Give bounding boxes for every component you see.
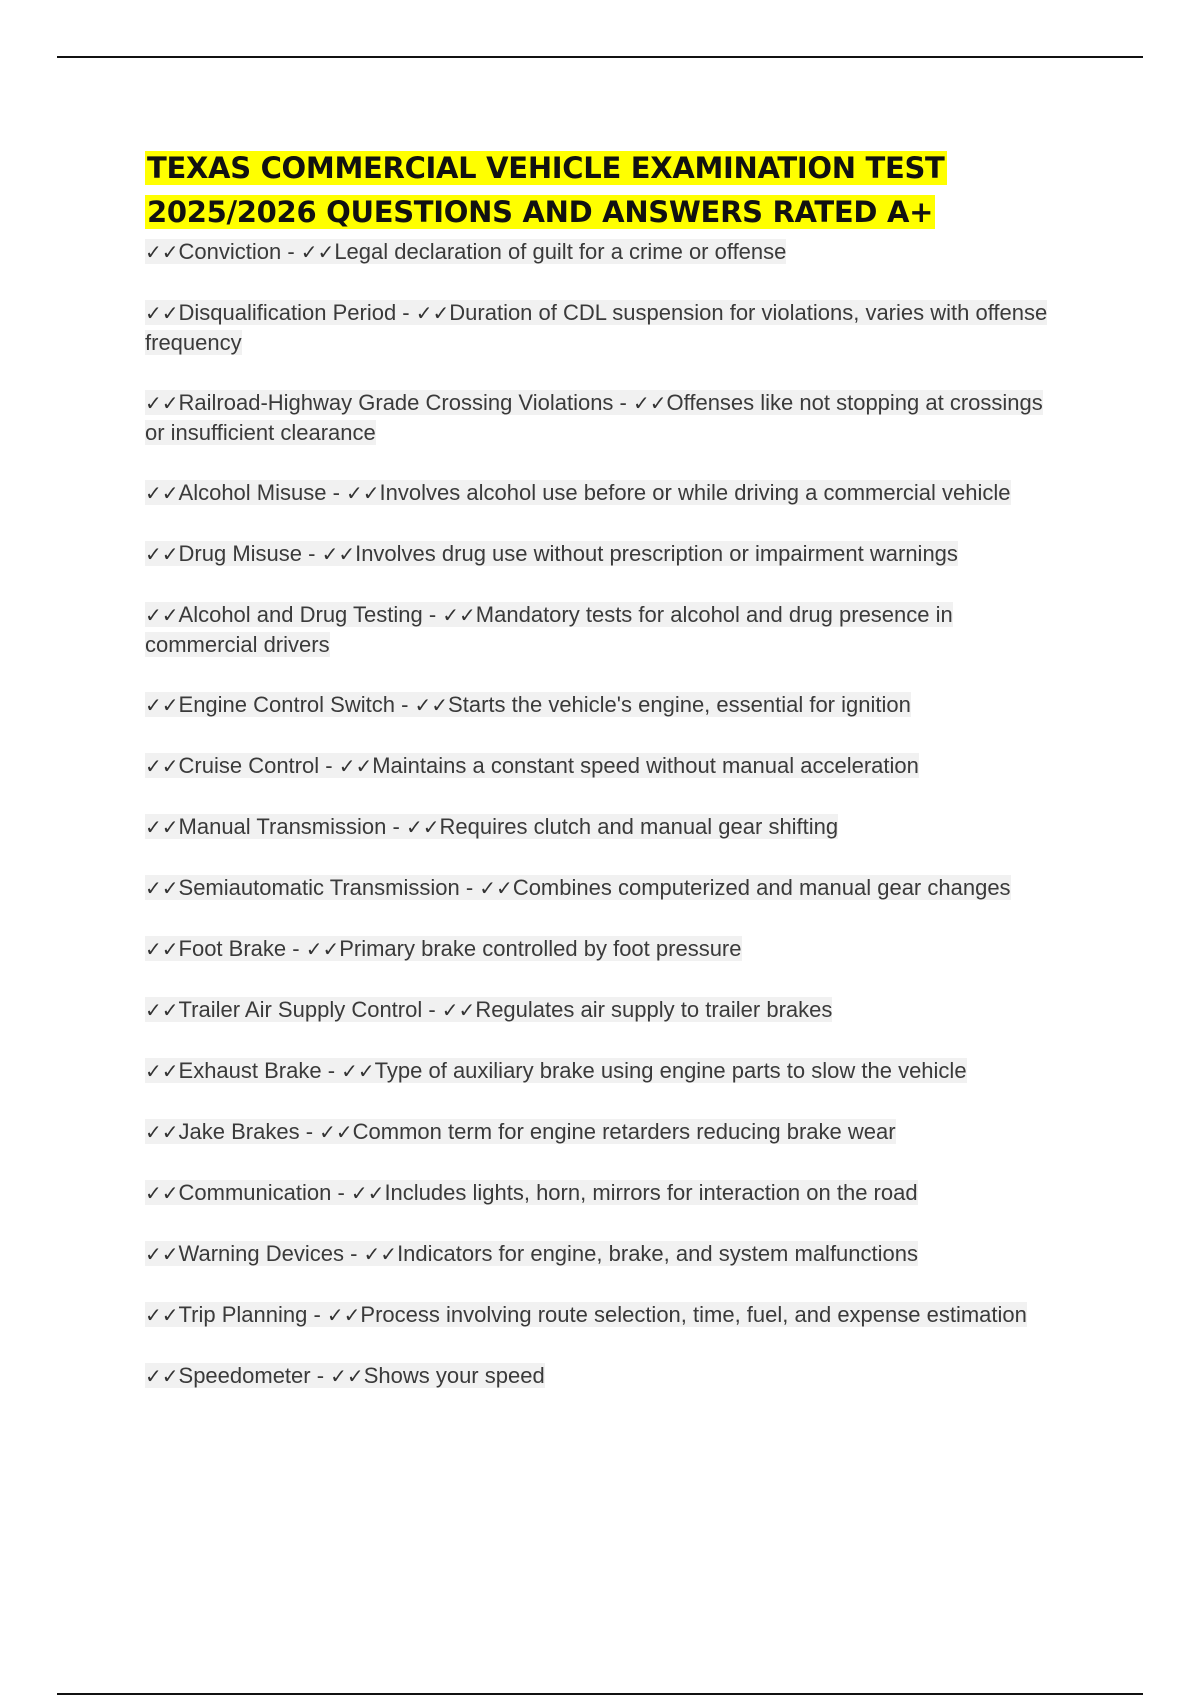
- qa-list: [145, 237, 1065, 1391]
- qa-item: ✓✓Alcohol Misuse - ✓✓Involves alcohol use before or while driving a commercial vehicle: [145, 480, 1011, 505]
- check-icon: ✓✓: [415, 301, 450, 325]
- top-rule: [57, 56, 1143, 58]
- check-icon: ✓✓: [145, 1059, 179, 1083]
- check-icon: ✓✓: [145, 1303, 179, 1327]
- qa-item: ✓✓Communication - ✓✓Includes lights, horn, mirrors for interaction on the road: [145, 1180, 918, 1205]
- bottom-rule: [57, 1693, 1143, 1695]
- check-icon: ✓✓: [145, 815, 179, 839]
- qa-item: ✓✓Engine Control Switch - ✓✓Starts the vehicle's engine, essential for ignition: [145, 692, 911, 717]
- qa-term: Semiautomatic Transmission: [178, 875, 460, 900]
- check-icon: ✓✓: [479, 876, 513, 900]
- check-icon: ✓✓: [326, 1303, 361, 1327]
- qa-definition: Indicators for engine, brake, and system malfunctions: [397, 1241, 918, 1266]
- qa-item: ✓✓Trip Planning - ✓✓Process involving route selection, time, fuel, and expense estimation: [145, 1302, 1027, 1327]
- qa-definition: Offenses like not stopping at crossings or insufficient clearance: [145, 390, 1043, 445]
- qa-item: ✓✓Foot Brake - ✓✓Primary brake controlled by foot pressure: [145, 936, 742, 961]
- qa-definition: Involves alcohol use before or while driving a commercial vehicle: [379, 480, 1011, 505]
- qa-item: ✓✓Railroad-Highway Grade Crossing Violations - ✓✓Offenses like not stopping at crossings or insufficient clearance: [145, 390, 1043, 445]
- qa-definition: Process involving route selection, time, fuel, and expense estimation: [360, 1302, 1027, 1327]
- qa-item: ✓✓Manual Transmission - ✓✓Requires clutch and manual gear shifting: [145, 814, 839, 839]
- qa-definition: Requires clutch and manual gear shifting: [439, 814, 839, 839]
- qa-item: ✓✓Exhaust Brake - ✓✓Type of auxiliary brake using engine parts to slow the vehicle: [145, 1058, 967, 1083]
- document-title: [145, 146, 1065, 234]
- qa-definition: Maintains a constant speed without manual acceleration: [372, 753, 919, 778]
- check-icon: ✓✓: [414, 693, 449, 717]
- check-icon: ✓✓: [319, 1120, 353, 1144]
- qa-term: Conviction: [178, 239, 282, 264]
- check-icon: ✓✓: [633, 391, 667, 415]
- qa-term: Speedometer: [178, 1363, 311, 1388]
- qa-term: Disqualification Period: [178, 300, 397, 325]
- qa-item: ✓✓Jake Brakes - ✓✓Common term for engine retarders reducing brake wear: [145, 1119, 896, 1144]
- qa-definition: Starts the vehicle's engine, essential for ignition: [448, 692, 911, 717]
- qa-definition: Combines computerized and manual gear changes: [512, 875, 1011, 900]
- qa-item: ✓✓Trailer Air Supply Control - ✓✓Regulates air supply to trailer brakes: [145, 997, 833, 1022]
- qa-item: ✓✓Warning Devices - ✓✓Indicators for engine, brake, and system malfunctions: [145, 1241, 918, 1266]
- check-icon: ✓✓: [145, 391, 179, 415]
- check-icon: ✓✓: [145, 301, 179, 325]
- check-icon: ✓✓: [442, 603, 476, 627]
- check-icon: ✓✓: [145, 937, 179, 961]
- check-icon: ✓✓: [321, 542, 356, 566]
- document-body: [145, 146, 1065, 1422]
- qa-definition: Shows your speed: [363, 1363, 545, 1388]
- check-icon: ✓✓: [350, 1181, 385, 1205]
- qa-definition: Involves drug use without prescription or impairment warnings: [355, 541, 958, 566]
- qa-definition: Common term for engine retarders reducing brake wear: [352, 1119, 896, 1144]
- check-icon: ✓✓: [145, 1120, 179, 1144]
- check-icon: ✓✓: [330, 1364, 364, 1388]
- document-title-text: TEXAS COMMERCIAL VEHICLE EXAMINATION TEST 2025/2026 QUESTIONS AND ANSWERS RATED A+: [147, 151, 945, 229]
- qa-term: Communication: [178, 1180, 332, 1205]
- qa-term: Exhaust Brake: [178, 1058, 322, 1083]
- check-icon: ✓✓: [145, 754, 179, 778]
- qa-item: ✓✓Cruise Control - ✓✓Maintains a constant speed without manual acceleration: [145, 753, 919, 778]
- check-icon: ✓✓: [338, 754, 373, 778]
- check-icon: ✓✓: [145, 876, 179, 900]
- qa-term: Railroad-Highway Grade Crossing Violations: [178, 390, 614, 415]
- qa-term: Manual Transmission: [178, 814, 387, 839]
- check-icon: ✓✓: [145, 240, 179, 264]
- check-icon: ✓✓: [145, 693, 179, 717]
- qa-definition: Includes lights, horn, mirrors for interaction on the road: [384, 1180, 918, 1205]
- qa-term: Alcohol and Drug Testing: [178, 602, 423, 627]
- qa-item: ✓✓Conviction - ✓✓Legal declaration of guilt for a crime or offense: [145, 239, 787, 264]
- qa-term: Jake Brakes: [178, 1119, 300, 1144]
- check-icon: ✓✓: [300, 240, 335, 264]
- qa-definition: Type of auxiliary brake using engine parts to slow the vehicle: [374, 1058, 967, 1083]
- check-icon: ✓✓: [145, 603, 179, 627]
- check-icon: ✓✓: [145, 542, 179, 566]
- qa-item: ✓✓Drug Misuse - ✓✓Involves drug use without prescription or impairment warnings: [145, 541, 958, 566]
- check-icon: ✓✓: [145, 1364, 179, 1388]
- qa-term: Alcohol Misuse: [178, 480, 327, 505]
- qa-definition: Duration of CDL suspension for violations, varies with offense frequency: [145, 300, 1048, 355]
- check-icon: ✓✓: [363, 1242, 398, 1266]
- qa-term: Engine Control Switch: [178, 692, 395, 717]
- qa-term: Trip Planning: [178, 1302, 308, 1327]
- check-icon: ✓✓: [341, 1059, 375, 1083]
- check-icon: ✓✓: [145, 1181, 179, 1205]
- qa-item: ✓✓Disqualification Period - ✓✓Duration of CDL suspension for violations, varies with offense frequency: [145, 300, 1048, 355]
- qa-term: Trailer Air Supply Control: [178, 997, 423, 1022]
- qa-item: ✓✓Speedometer - ✓✓Shows your speed: [145, 1363, 545, 1388]
- check-icon: ✓✓: [405, 815, 440, 839]
- check-icon: ✓✓: [305, 937, 340, 961]
- check-icon: ✓✓: [346, 481, 380, 505]
- qa-term: Warning Devices: [178, 1241, 344, 1266]
- qa-term: Cruise Control: [178, 753, 320, 778]
- qa-item: ✓✓Alcohol and Drug Testing - ✓✓Mandatory tests for alcohol and drug presence in commercial drivers: [145, 602, 953, 657]
- qa-term: Drug Misuse: [178, 541, 302, 566]
- qa-definition: Regulates air supply to trailer brakes: [475, 997, 833, 1022]
- qa-definition: Mandatory tests for alcohol and drug presence in commercial drivers: [145, 602, 953, 657]
- qa-definition: Primary brake controlled by foot pressure: [339, 936, 742, 961]
- qa-item: ✓✓Semiautomatic Transmission - ✓✓Combines computerized and manual gear changes: [145, 875, 1011, 900]
- qa-term: Foot Brake: [178, 936, 287, 961]
- check-icon: ✓✓: [441, 998, 476, 1022]
- check-icon: ✓✓: [145, 1242, 179, 1266]
- check-icon: ✓✓: [145, 481, 179, 505]
- qa-definition: Legal declaration of guilt for a crime or offense: [334, 239, 787, 264]
- check-icon: ✓✓: [145, 998, 179, 1022]
